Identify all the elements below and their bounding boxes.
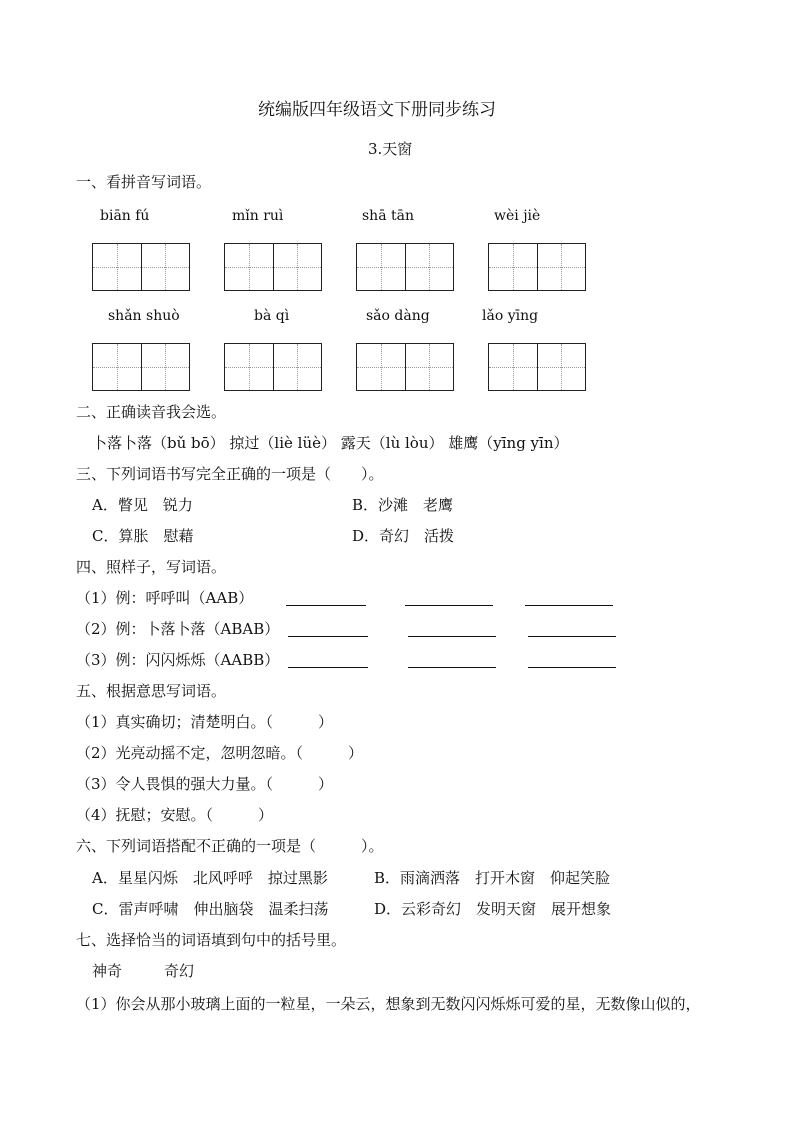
writing-grid[interactable] [92, 343, 190, 391]
question-text: （4）抚慰；安慰。（ ） [76, 806, 274, 824]
option-b[interactable]: B．雨滴洒落 打开木窗 仰起笑脸 [374, 869, 611, 887]
pinyin-label: shǎn shuò [108, 308, 180, 324]
answer-blank[interactable] [408, 636, 496, 637]
pinyin-label: biān fú [100, 208, 150, 224]
answer-blank[interactable] [405, 605, 493, 606]
question-text: （1）例：呼呼叫（AAB） [76, 589, 254, 607]
section-6-heading: 六、下列词语搭配不正确的一项是（ ）。 [76, 837, 384, 855]
question-text: （2）例：卜落卜落（ABAB） [76, 620, 280, 638]
section-4-heading: 四、照样子，写词语。 [76, 558, 227, 576]
question-text: （1）真实确切；清楚明白。（ ） [76, 713, 334, 731]
option-b[interactable]: B．沙滩 老鹰 [352, 496, 454, 514]
pronunciation-choices: 卜落卜落（bǔ bō） 掠过（liè lüè） 露天（lù lòu） 雄鹰（yīng yīn） [92, 434, 569, 452]
writing-grid[interactable] [356, 343, 454, 391]
option-a[interactable]: A．瞥见 锐力 [92, 496, 193, 514]
option-c[interactable]: C．雷声呼啸 伸出脑袋 温柔扫荡 [92, 900, 329, 918]
pinyin-label: lǎo yīng [482, 308, 539, 324]
answer-blank[interactable] [286, 605, 366, 606]
question-text: （1）你会从那小玻璃上面的一粒星，一朵云，想象到无数闪闪烁烁可爱的星，无数像山似的， [76, 995, 701, 1013]
writing-grid[interactable] [356, 243, 454, 291]
word-choice: 奇幻 [164, 962, 195, 980]
option-d[interactable]: D．奇幻 活拨 [352, 527, 455, 545]
option-c[interactable]: C．算胀 慰藉 [92, 527, 194, 545]
section-5-heading: 五、根据意思写词语。 [76, 682, 227, 700]
section-3-heading: 三、下列词语书写完全正确的一项是（ ）。 [76, 465, 384, 483]
pinyin-label: sǎo dàng [366, 308, 430, 324]
pinyin-label: bà qì [254, 308, 290, 324]
writing-grid[interactable] [92, 243, 190, 291]
question-text: （3）令人畏惧的强大力量。（ ） [76, 775, 334, 793]
answer-blank[interactable] [288, 667, 368, 668]
writing-grid[interactable] [224, 343, 322, 391]
section-1-heading: 一、看拼音写词语。 [76, 173, 212, 191]
answer-blank[interactable] [525, 605, 613, 606]
answer-blank[interactable] [408, 667, 496, 668]
writing-grid[interactable] [488, 343, 586, 391]
page-title: 统编版四年级语文下册同步练习 [258, 100, 496, 120]
section-2-heading: 二、正确读音我会选。 [76, 403, 227, 421]
word-choice: 神奇 [92, 962, 123, 980]
section-7-heading: 七、选择恰当的词语填到句中的括号里。 [76, 931, 347, 949]
pinyin-label: shā tān [362, 208, 414, 224]
answer-blank[interactable] [528, 667, 616, 668]
question-text: （2）光亮动摇不定，忽明忽暗。（ ） [76, 744, 364, 762]
question-text: （3）例：闪闪烁烁（AABB） [76, 651, 280, 669]
pinyin-label: wèi jiè [494, 208, 541, 224]
answer-blank[interactable] [528, 636, 616, 637]
lesson-title: 3.天窗 [368, 140, 413, 158]
option-a[interactable]: A．星星闪烁 北风呼呼 掠过黑影 [92, 869, 328, 887]
pinyin-label: mǐn ruì [232, 208, 284, 224]
answer-blank[interactable] [288, 636, 368, 637]
option-d[interactable]: D．云彩奇幻 发明天窗 展开想象 [374, 900, 612, 918]
writing-grid[interactable] [224, 243, 322, 291]
writing-grid[interactable] [488, 243, 586, 291]
